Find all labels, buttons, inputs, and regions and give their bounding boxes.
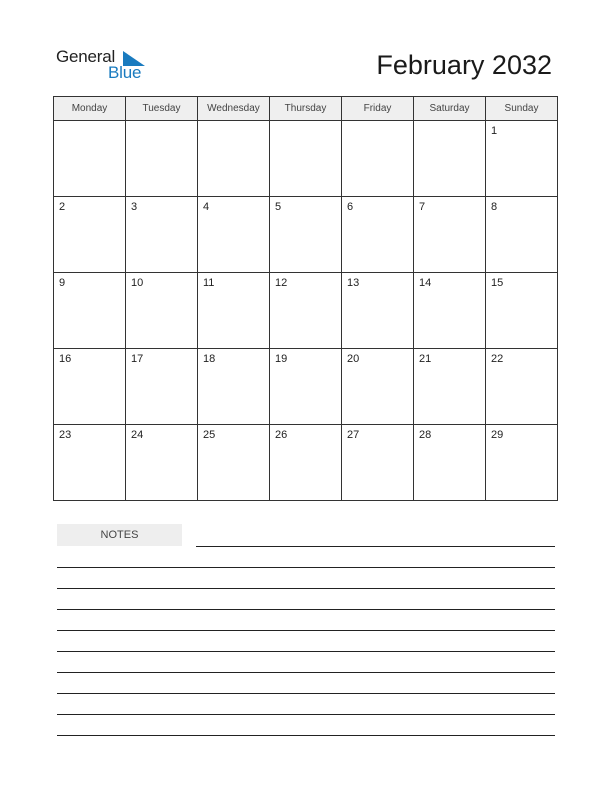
day-number: 26 <box>275 429 288 441</box>
calendar-day-cell <box>198 197 270 273</box>
calendar-day-cell <box>198 121 270 197</box>
calendar-day-cell <box>198 425 270 501</box>
day-number: 6 <box>347 201 354 213</box>
calendar-day-cell <box>270 425 342 501</box>
calendar-day-cell <box>414 273 486 349</box>
day-number: 20 <box>347 353 360 365</box>
day-number: 7 <box>419 201 426 213</box>
day-number: 22 <box>491 353 504 365</box>
day-number <box>270 121 341 125</box>
calendar-day-cell <box>54 349 126 425</box>
brand-word-blue: Blue <box>108 63 142 82</box>
day-number: 28 <box>419 429 432 441</box>
calendar-day-cell <box>270 197 342 273</box>
day-number <box>414 121 485 125</box>
day-number: 16 <box>59 353 72 365</box>
calendar-week-row <box>54 349 558 425</box>
calendar-day-cell <box>486 121 558 197</box>
calendar-day-cell <box>342 273 414 349</box>
day-number: 1 <box>491 125 498 137</box>
calendar-day-cell <box>54 273 126 349</box>
calendar-day-cell <box>126 121 198 197</box>
calendar-day-cell <box>414 197 486 273</box>
day-number <box>198 121 269 125</box>
calendar-day-cell <box>126 349 198 425</box>
weekday-header-friday: Friday <box>342 97 414 121</box>
day-number: 14 <box>419 277 432 289</box>
day-number: 10 <box>131 277 144 289</box>
day-number: 25 <box>203 429 216 441</box>
day-number: 21 <box>419 353 432 365</box>
calendar-day-cell <box>126 197 198 273</box>
calendar-day-cell <box>486 197 558 273</box>
calendar-day-cell <box>54 425 126 501</box>
weekday-header-saturday: Saturday <box>414 97 486 121</box>
calendar-day-cell <box>486 425 558 501</box>
day-number <box>342 121 413 125</box>
calendar-day-cell <box>270 273 342 349</box>
calendar-day-cell <box>414 121 486 197</box>
day-number: 3 <box>131 201 138 213</box>
calendar-week-row <box>54 121 558 197</box>
day-number: 27 <box>347 429 360 441</box>
notes-writing-line <box>57 609 555 610</box>
day-number: 2 <box>59 201 66 213</box>
day-number: 15 <box>491 277 504 289</box>
notes-writing-line <box>57 672 555 673</box>
day-number <box>54 121 125 125</box>
notes-writing-line <box>57 651 555 652</box>
calendar-day-cell <box>342 349 414 425</box>
brand-word-general: General <box>56 47 116 66</box>
calendar-day-cell <box>414 425 486 501</box>
calendar-week-row <box>54 273 558 349</box>
calendar-day-cell <box>270 121 342 197</box>
day-number: 18 <box>203 353 216 365</box>
weekday-header-thursday: Thursday <box>270 97 342 121</box>
notes-writing-line <box>57 735 555 736</box>
notes-writing-line <box>196 546 555 547</box>
page-title: February 2032 <box>376 50 552 80</box>
weekday-header-monday: Monday <box>54 97 126 121</box>
notes-label: NOTES <box>57 524 182 546</box>
weekday-header-tuesday: Tuesday <box>126 97 198 121</box>
brand-logo <box>56 47 156 83</box>
day-number: 9 <box>59 277 66 289</box>
calendar-day-cell <box>198 273 270 349</box>
calendar-day-cell <box>342 425 414 501</box>
notes-writing-line <box>57 630 555 631</box>
calendar-day-cell <box>54 197 126 273</box>
weekday-header-row <box>54 97 558 121</box>
day-number <box>126 121 197 125</box>
day-number: 23 <box>59 429 72 441</box>
calendar-day-cell <box>126 425 198 501</box>
calendar-day-cell <box>126 273 198 349</box>
calendar-day-cell <box>486 273 558 349</box>
day-number: 13 <box>347 277 360 289</box>
day-number: 8 <box>491 201 498 213</box>
calendar-day-cell <box>414 349 486 425</box>
calendar-day-cell <box>54 121 126 197</box>
notes-writing-line <box>57 693 555 694</box>
weekday-header-sunday: Sunday <box>486 97 558 121</box>
day-number: 29 <box>491 429 504 441</box>
day-number: 11 <box>203 277 215 289</box>
calendar-week-row <box>54 197 558 273</box>
day-number: 24 <box>131 429 144 441</box>
weekday-header-wednesday: Wednesday <box>198 97 270 121</box>
calendar-day-cell <box>342 197 414 273</box>
calendar-week-row <box>54 425 558 501</box>
notes-writing-line <box>57 567 555 568</box>
day-number: 4 <box>203 201 210 213</box>
calendar-day-cell <box>270 349 342 425</box>
notes-writing-line <box>57 588 555 589</box>
day-number: 19 <box>275 353 288 365</box>
calendar-grid <box>53 96 558 501</box>
calendar-day-cell <box>198 349 270 425</box>
day-number: 5 <box>275 201 282 213</box>
notes-writing-line <box>57 714 555 715</box>
day-number: 17 <box>131 353 144 365</box>
calendar-day-cell <box>342 121 414 197</box>
day-number: 12 <box>275 277 288 289</box>
calendar-day-cell <box>486 349 558 425</box>
